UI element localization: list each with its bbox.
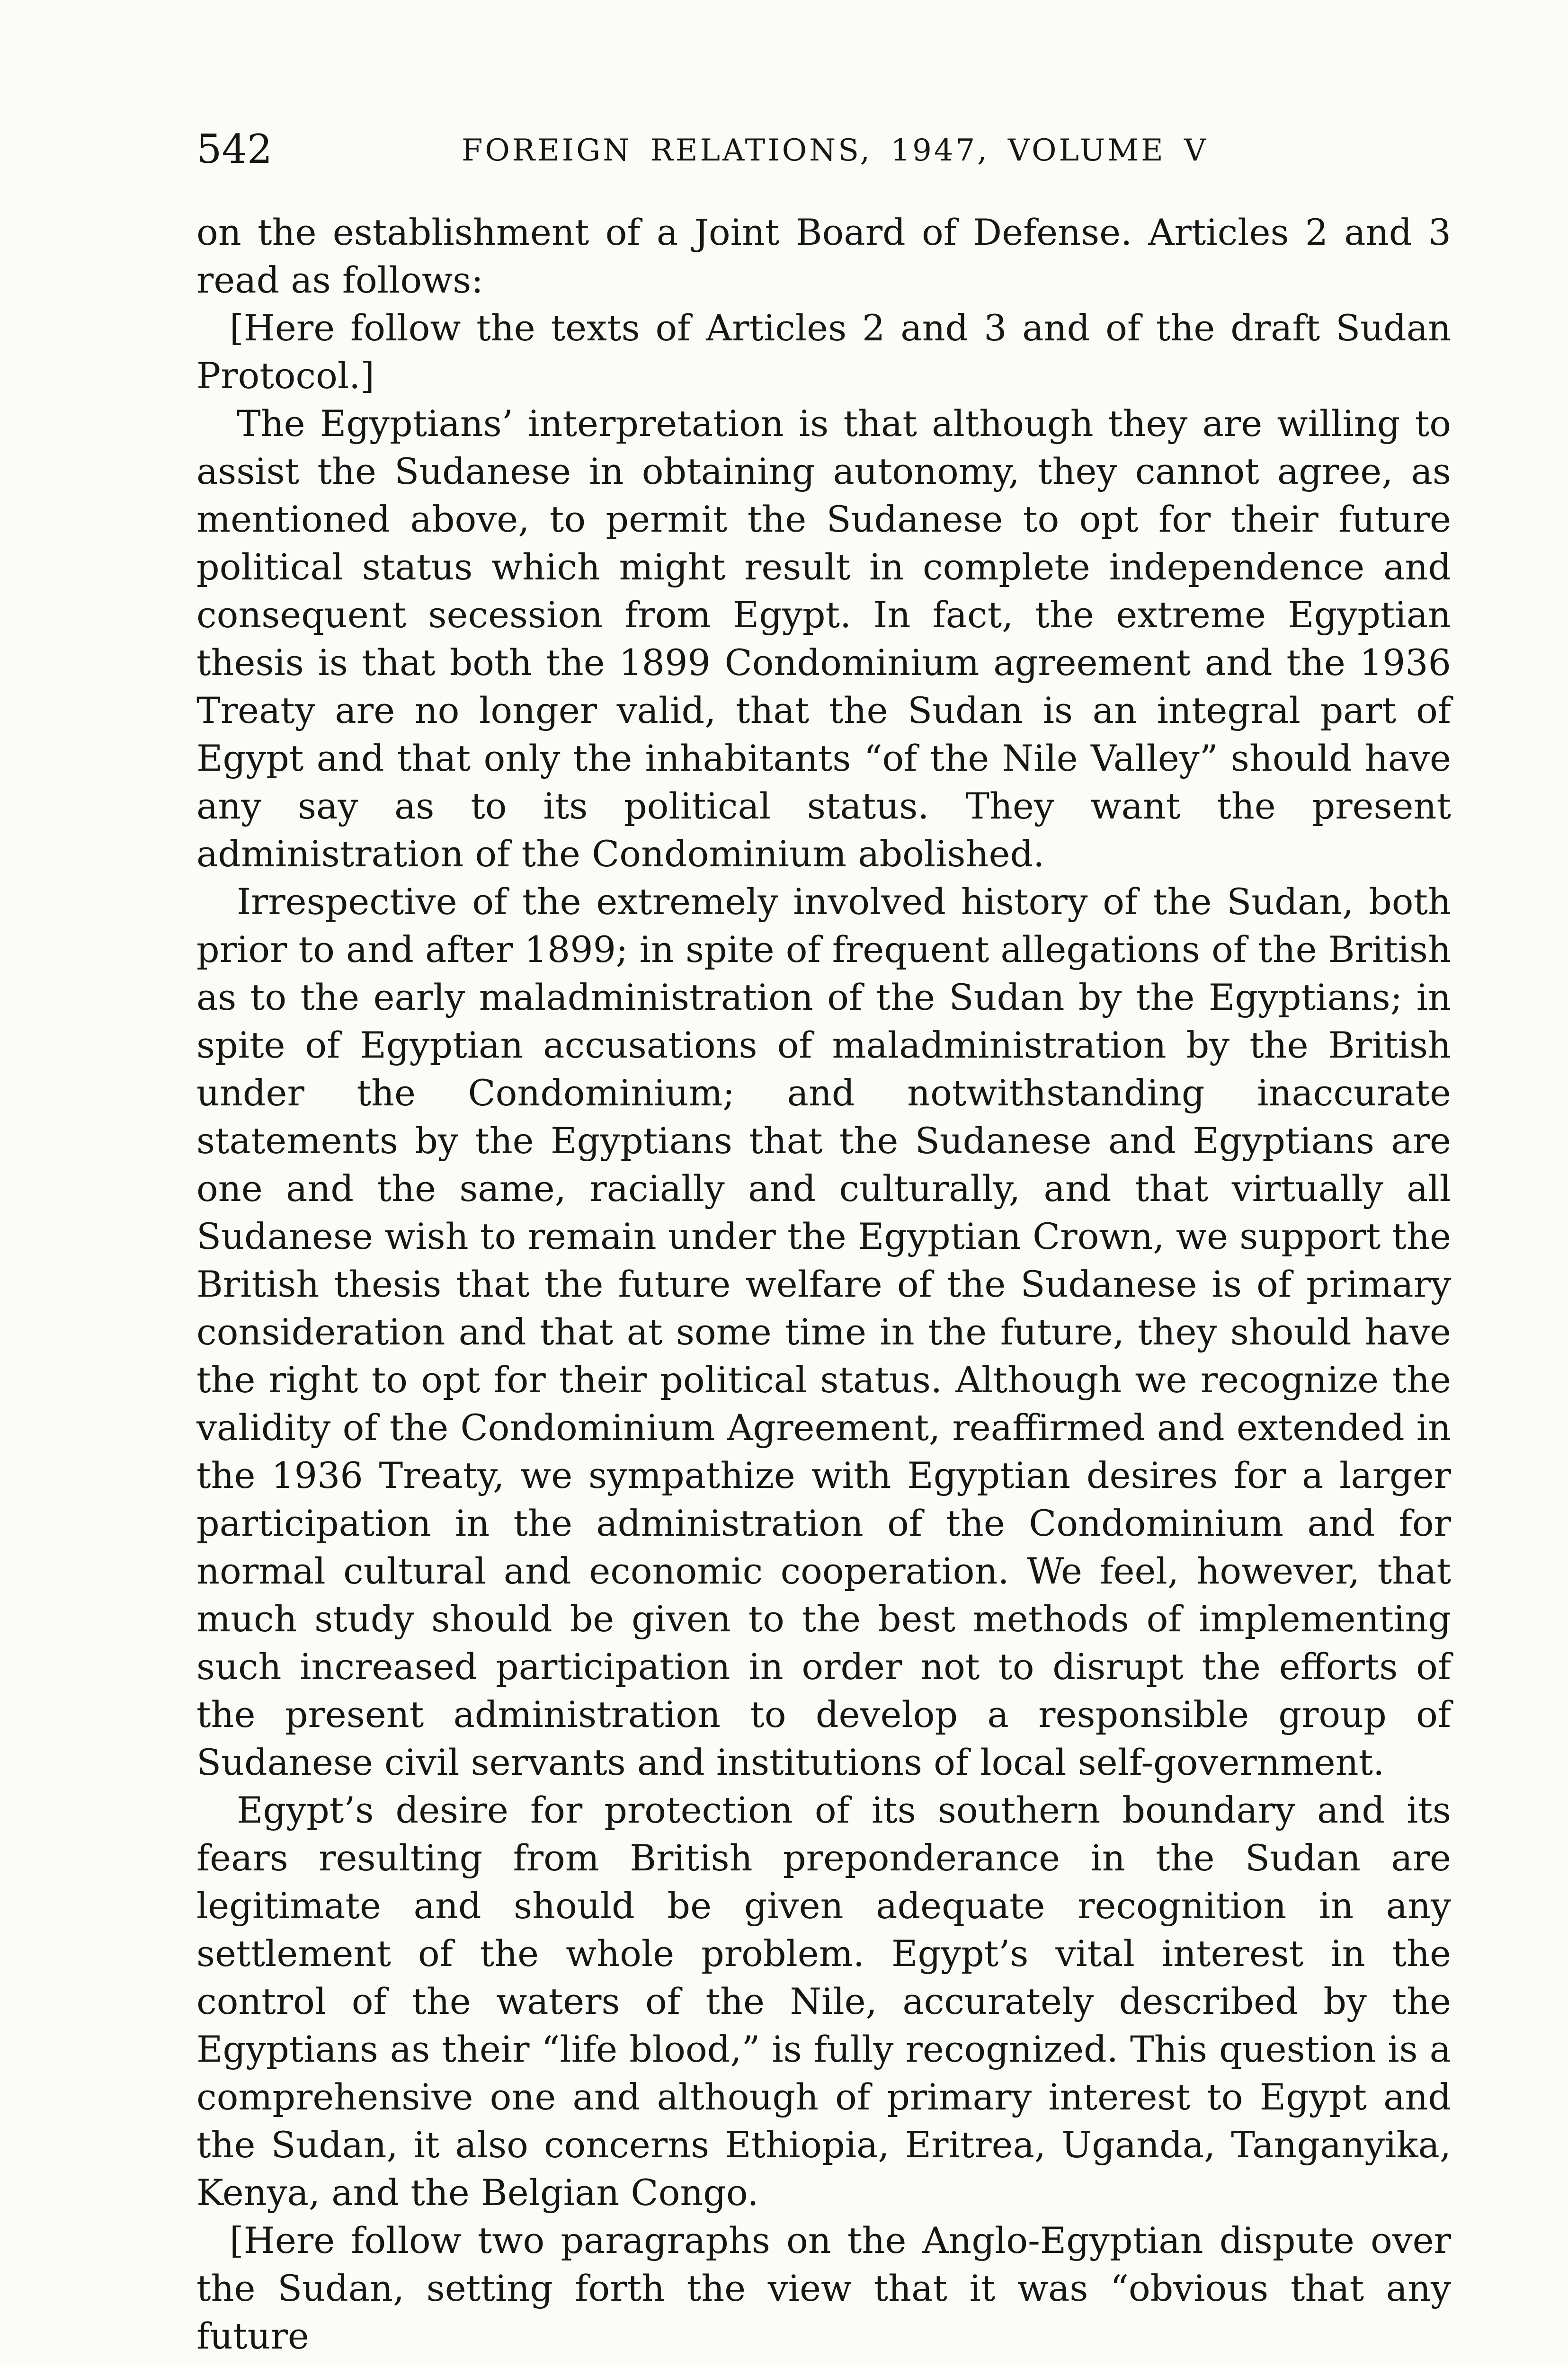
- paragraph-continuation: on the establishment of a Joint Board of Defense. Articles 2 and 3 read as follows:: [196, 211, 1451, 301]
- paragraph: The Egyptians’ interpretation is that although they are willing to assist the Sudanese in obtaining autonomy, they cannot agree, as mentioned above, to permit the Sudanese to opt for their future political status which might result in complete independence and consequent secession from Egypt. In fact, the extreme Egyptian thesis is that both the 1899 Condominium agreement and the 1936 Treaty are no longer valid, that the Sudan is an integral part of Egypt and that only the inhabitants “of the Nile Valley” should have any say as to its political status. They want the present administration of the Condominium abolished.: [196, 402, 1451, 875]
- page-number: 542: [196, 126, 273, 172]
- paragraph: Irrespective of the extremely involved history of the Sudan, both prior to and after 1899; in spite of frequent allegations of the British as to the early maladministration of the Sudan by the Egyptians; in spite of Egyptian accusations of maladministration by the British under the Condominium; and notwithstanding inaccurate statements by the Egyptians that the Sudanese and Egyptians are one and the same, racially and culturally, and that virtually all Sudanese wish to remain under the Egyptian Crown, we support the British thesis that the future welfare of the Sudanese is of primary consideration and that at some time in the future, they should have the right to opt for their political status. Although we recognize the validity of the Condominium Agreement, reaffirmed and extended in the 1936 Treaty, we sympathize with Egyptian desires for a larger participation in the administration of the Condominium and for normal cultural and economic cooperation. We feel, however, that much study should be given to the best methods of implementing such increased participation in order not to disrupt the efforts of the present administration to develop a responsible group of Sudanese civil servants and institutions of local self-government.: [196, 881, 1451, 1783]
- running-head: [196, 121, 1446, 178]
- editorial-note: [Here follow the texts of Articles 2 and 3 and of the draft Sudan Protocol.]: [196, 307, 1451, 397]
- running-head-title: FOREIGN RELATIONS, 1947, VOLUME V: [462, 133, 1209, 168]
- paragraph: Egypt’s desire for protection of its southern boundary and its fears resulting from British preponderance in the Sudan are legitimate and should be given adequate recognition in any settlement of the whole problem. Egypt’s vital interest in the control of the waters of the Nile, accurately described by the Egyptians as their “life blood,” is fully recognized. This question is a comprehensive one and although of primary interest to Egypt and the Sudan, it also concerns Ethiopia, Eritrea, Uganda, Tanganyika, Kenya, and the Belgian Congo.: [196, 1789, 1451, 2214]
- body-text: [196, 208, 1451, 2360]
- editorial-note: [Here follow two paragraphs on the Anglo-Egyptian dispute over the Sudan, setting forth the view that it was “obvious that any future: [196, 2219, 1451, 2357]
